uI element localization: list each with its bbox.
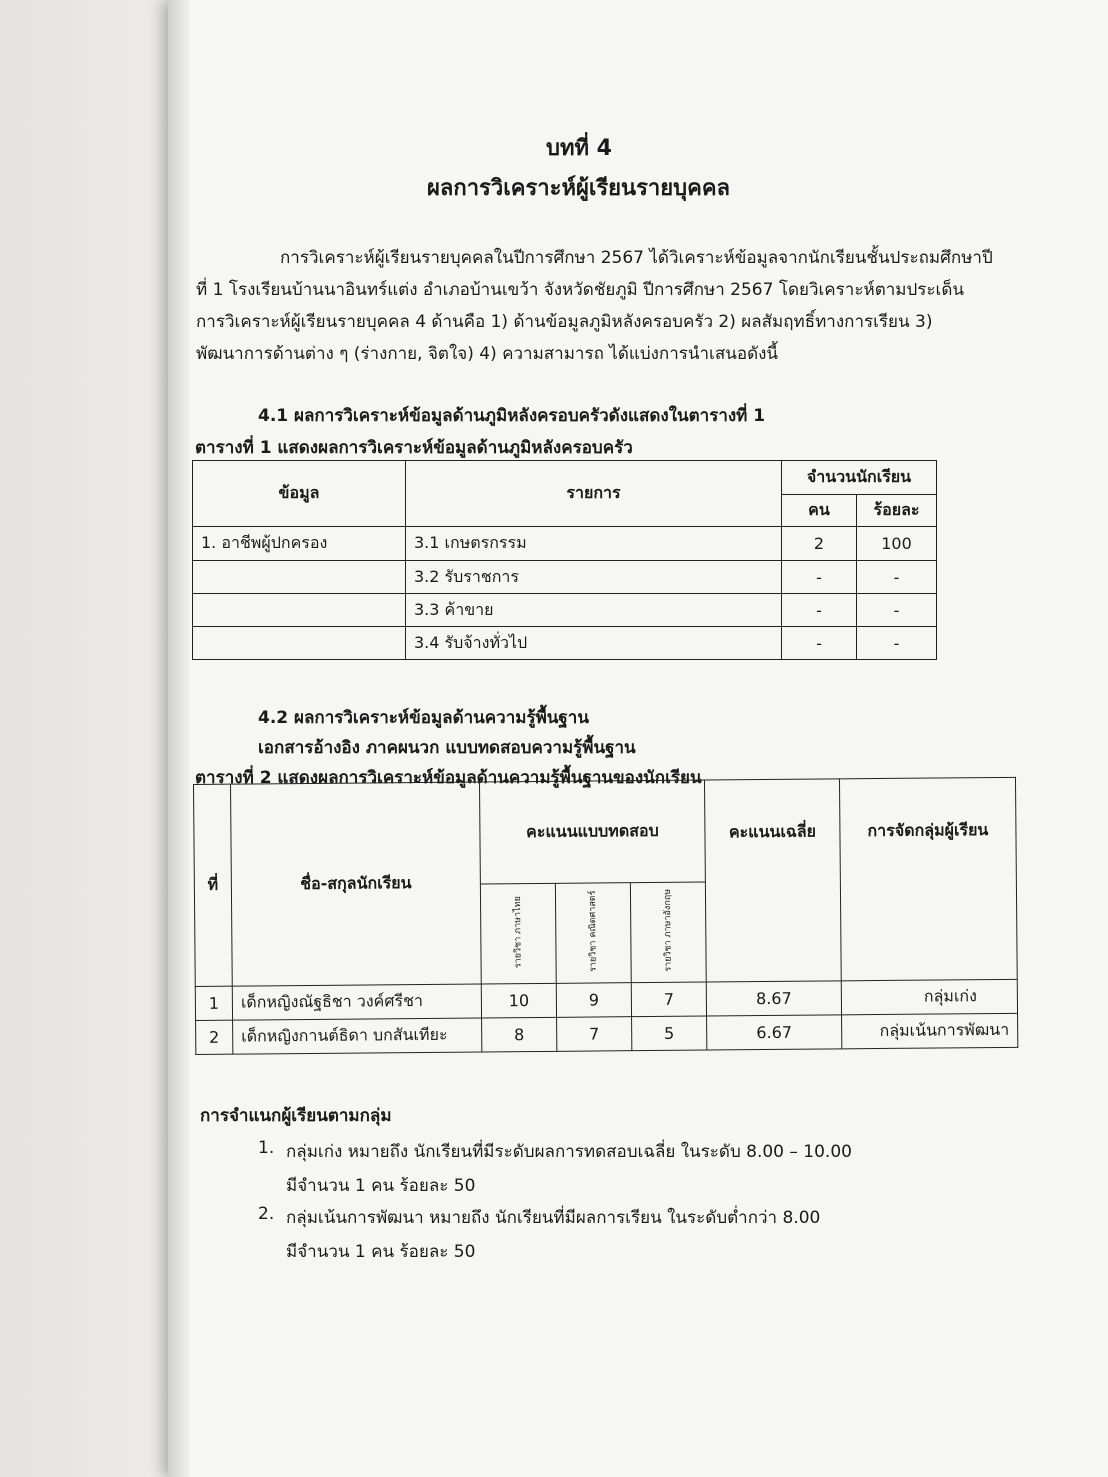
th-scores: คะแนนแบบทดสอบ [479, 780, 705, 884]
table-basic-knowledge [193, 777, 1018, 1055]
cell-count: 2 [782, 527, 857, 561]
intro-line-2: ที่ 1 โรงเรียนบ้านนาอินทร์แต่ง อำเภอบ้านเขว้า จังหวัดชัยภูมิ ปีการศึกษา 2567 โดยวิเคราะห์ตามประเด็น [196, 280, 965, 300]
cell-score-english: 5 [632, 1016, 707, 1051]
section1-heading: 4.1 ผลการวิเคราะห์ข้อมูลด้านภูมิหลังครอบครัวดังแสดงในตารางที่ 1 [258, 406, 766, 426]
th-subject-english [630, 882, 706, 983]
cell-count: - [782, 594, 857, 627]
cell-item: 3.3 ค้าขาย [406, 594, 782, 627]
section2-heading: 4.2 ผลการวิเคราะห์ข้อมูลด้านความรู้พื้นฐาน [258, 708, 589, 728]
cell-data [193, 594, 406, 627]
table-row [193, 561, 937, 594]
th-count: คน [782, 495, 857, 527]
cell-item: 3.4 รับจ้างทั่วไป [406, 627, 782, 660]
subject-math-label: รายวิชา คณิตศาสตร์ [587, 890, 599, 972]
section2-reference: เอกสารอ้างอิง ภาคผนวก แบบทดสอบความรู้พื้นฐาน [258, 738, 636, 758]
table-family-background [192, 460, 937, 660]
classification-number-2: 2. [258, 1204, 275, 1224]
cell-data: 1. อาชีพผู้ปกครอง [193, 527, 406, 561]
chapter-title: ผลการวิเคราะห์ผู้เรียนรายบุคคล [427, 176, 731, 201]
th-group: การจัดกลุ่มผู้เรียน [839, 777, 1017, 981]
table-row [193, 527, 937, 561]
cell-name: เด็กหญิงกานต์ธิดา บกสันเทียะ [233, 1018, 482, 1054]
th-no: ที่ [194, 784, 233, 986]
cell-no: 1 [195, 986, 232, 1020]
table-row [193, 627, 937, 660]
intro-line-4: พัฒนาการด้านต่าง ๆ (ร่างกาย, จิตใจ) 4) ความสามารถ ได้แบ่งการนำเสนอดังนี้ [196, 344, 779, 364]
classification-heading: การจำแนกผู้เรียนตามกลุ่ม [200, 1106, 392, 1126]
th-subject-thai [480, 883, 556, 984]
cell-average: 8.67 [706, 981, 841, 1016]
cell-score-math: 7 [557, 1017, 632, 1052]
classification-item-1-line1: กลุ่มเก่ง หมายถึง นักเรียนที่มีระดับผลการทดสอบเฉลี่ย ในระดับ 8.00 – 10.00 [286, 1142, 852, 1162]
cell-percent: - [857, 561, 937, 594]
table2-caption: ตารางที่ 2 แสดงผลการวิเคราะห์ข้อมูลด้านความรู้พื้นฐานของนักเรียน [195, 768, 702, 788]
cell-score-math: 9 [556, 983, 631, 1018]
table-row [193, 594, 937, 627]
cell-data [193, 561, 406, 594]
subject-thai-label: รายวิชา ภาษาไทย [512, 895, 524, 968]
intro-line-1: การวิเคราะห์ผู้เรียนรายบุคคลในปีการศึกษา 2567 ได้วิเคราะห์ข้อมูลจากนักเรียนชั้นประถมศึกษาปี [280, 248, 993, 268]
classification-item-1-line2: มีจำนวน 1 คน ร้อยละ 50 [286, 1176, 476, 1196]
cell-no: 2 [196, 1020, 233, 1054]
th-name: ชื่อ-สกุลนักเรียน [231, 782, 482, 986]
classification-number-1: 1. [258, 1138, 275, 1158]
classification-item-2-line2: มีจำนวน 1 คน ร้อยละ 50 [286, 1242, 476, 1262]
chapter-number: บทที่ 4 [546, 136, 612, 161]
classification-item-2-line1: กลุ่มเน้นการพัฒนา หมายถึง นักเรียนที่มีผลการเรียน ในระดับต่ำกว่า 8.00 [286, 1208, 821, 1228]
table-row [196, 1013, 1018, 1054]
cell-average: 6.67 [707, 1015, 842, 1050]
th-items: รายการ [406, 461, 782, 527]
th-students: จำนวนนักเรียน [782, 461, 937, 495]
th-percent: ร้อยละ [857, 495, 937, 527]
th-average: คะแนนเฉลี่ย [704, 779, 841, 982]
cell-percent: - [857, 594, 937, 627]
cell-score-english: 7 [631, 982, 706, 1017]
cell-item: 3.2 รับราชการ [406, 561, 782, 594]
cell-count: - [782, 627, 857, 660]
page-spine [168, 0, 190, 1477]
cell-item: 3.1 เกษตรกรรม [406, 527, 782, 561]
cell-percent: 100 [857, 527, 937, 561]
th-subject-math [555, 883, 631, 984]
cell-score-thai: 10 [481, 983, 556, 1018]
subject-english-label: รายวิชา ภาษาอังกฤษ [662, 888, 674, 972]
cell-data [193, 627, 406, 660]
cell-name: เด็กหญิงณัฐธิชา วงค์ศรีชา [232, 984, 481, 1020]
cell-score-thai: 8 [482, 1017, 557, 1052]
th-data: ข้อมูล [193, 461, 406, 527]
cell-count: - [782, 561, 857, 594]
cell-group: กลุ่มเก่ง [841, 979, 1017, 1015]
table1-caption: ตารางที่ 1 แสดงผลการวิเคราะห์ข้อมูลด้านภูมิหลังครอบครัว [195, 438, 633, 458]
cell-percent: - [857, 627, 937, 660]
cell-group: กลุ่มเน้นการพัฒนา [842, 1013, 1018, 1049]
intro-line-3: การวิเคราะห์ผู้เรียนรายบุคคล 4 ด้านคือ 1) ด้านข้อมูลภูมิหลังครอบครัว 2) ผลสัมฤทธิ์ทางการเรียน 3) [196, 312, 933, 332]
